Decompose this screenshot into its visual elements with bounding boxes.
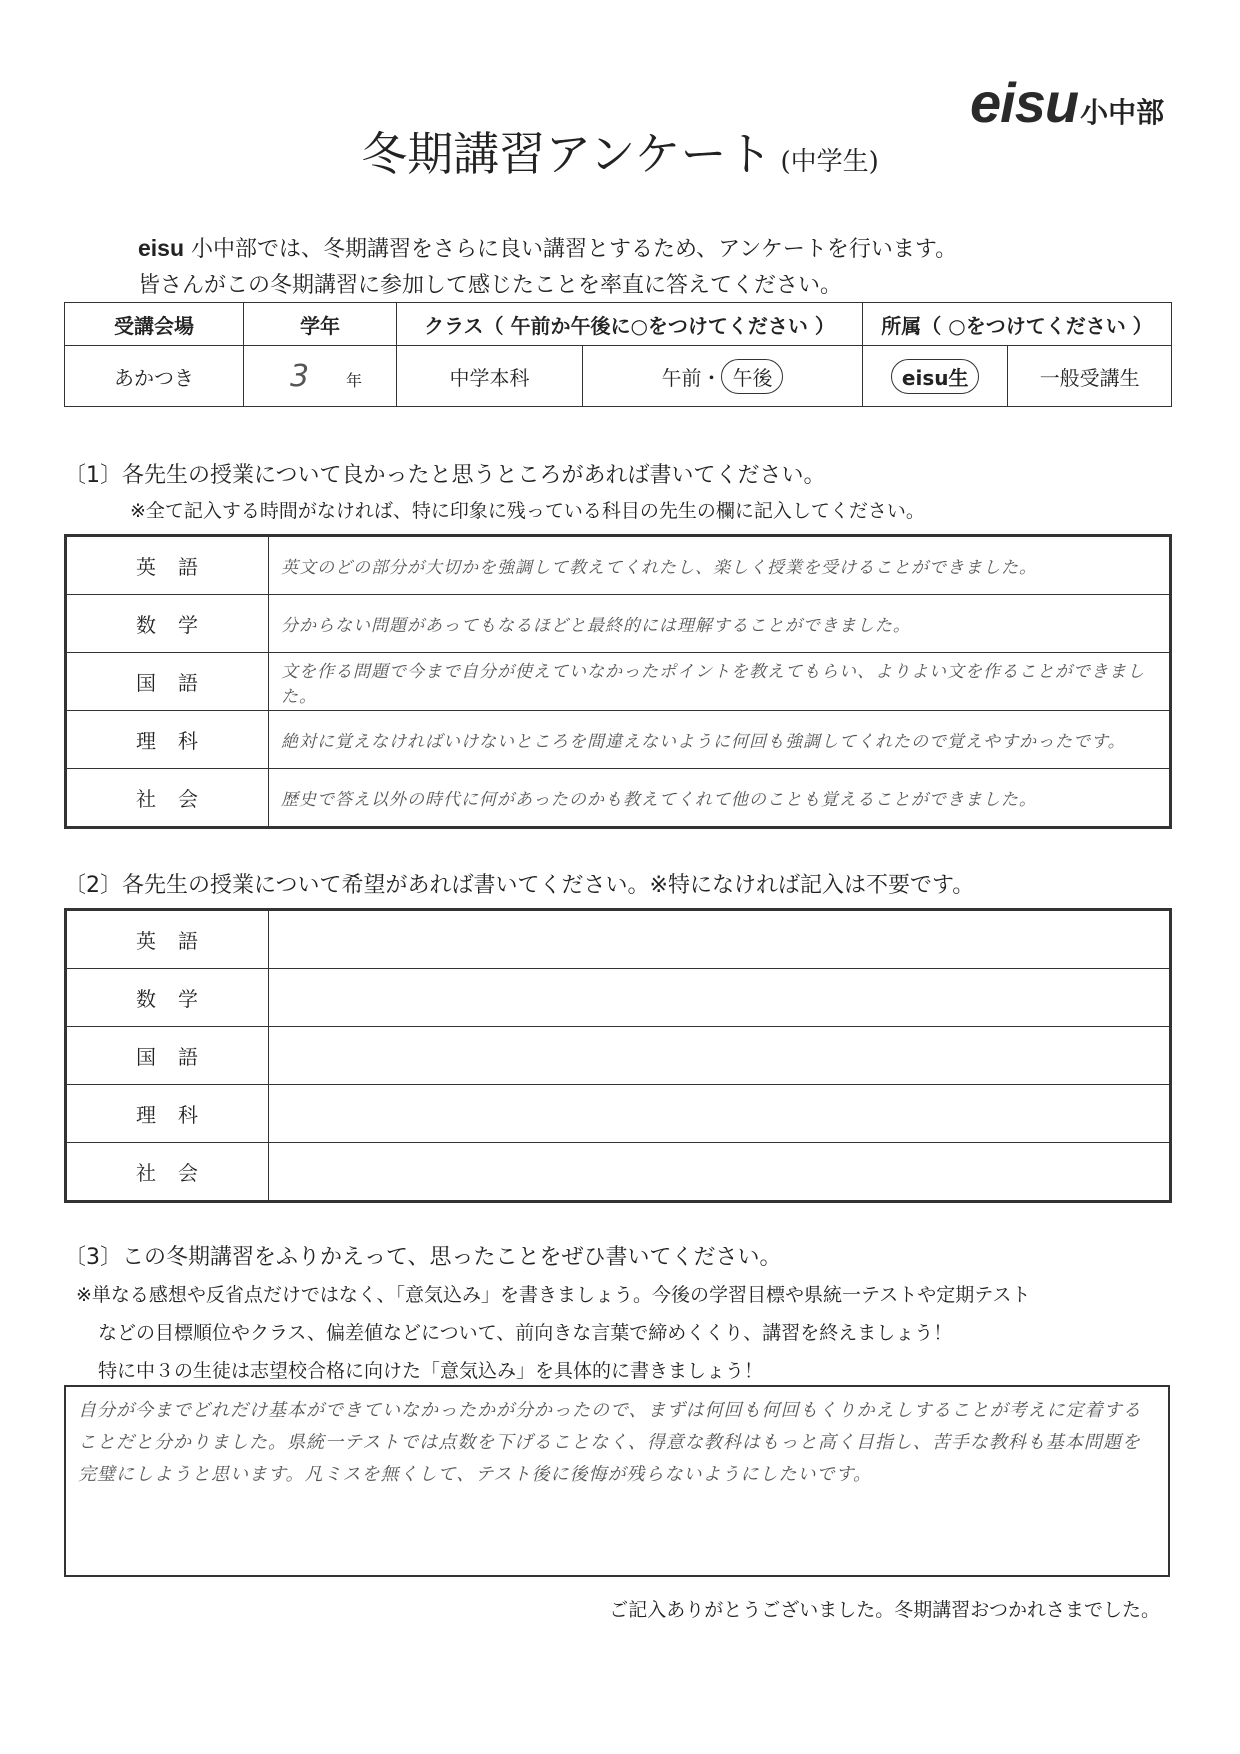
logo-brand: eisu xyxy=(970,71,1079,134)
section3-note-3: 特に中３の生徒は志望校合格に向けた「意気込み」を具体的に書きましょう！ xyxy=(98,1360,764,1382)
section2-heading: 〔2〕各先生の授業について希望があれば書いてください。※特になければ記入は不要です。 xyxy=(64,873,975,898)
grade-value: 3 xyxy=(289,358,311,394)
s2-answer-social xyxy=(269,1143,1171,1202)
affiliation-general: 一般受講生 xyxy=(1008,346,1172,407)
section3-note-2: などの目標順位やクラス、偏差値などについて、前向きな言葉で締めくくり、講習を終えましょう！ xyxy=(98,1322,953,1344)
s2-subject-science: 理科 xyxy=(66,1085,269,1143)
class-type: 中学本科 xyxy=(397,346,583,407)
intro-line-2: 皆さんがこの冬期講習に参加して感じたことを率直に答えてください。 xyxy=(138,273,843,298)
time-separator: ・ xyxy=(701,365,722,390)
s1-answer-math: 分からない問題があってもなるほどと最終的には理解することができました。 xyxy=(269,595,1171,653)
header-class: クラス（ 午前か午後に○をつけてください ） xyxy=(397,303,863,346)
s2-answer-japanese xyxy=(269,1027,1171,1085)
s2-subject-math: 数学 xyxy=(66,969,269,1027)
grade-cell xyxy=(244,346,397,407)
section3-answer: 自分が今までどれだけ基本ができていなかったかが分かったので、まずは何回も何回もくりかえしすることが考えに定着することだと分かりました。県統一テストでは点数を下げることなく、得意な教科はもっと高く目指し、苦手な教科も基本問題を完璧にしようと思います。凡ミスを無くして、テスト後に後悔が残らないようにしたいです。 xyxy=(78,1400,1142,1485)
logo-sub: 小中部 xyxy=(1080,97,1165,128)
s1-subject-science: 理科 xyxy=(66,711,269,769)
s2-subject-japanese: 国語 xyxy=(66,1027,269,1085)
s1-answer-japanese: 文を作る問題で今まで自分が使えていなかったポイントを教えてもらい、よりよい文を作ることができました。 xyxy=(269,653,1171,711)
affiliation-eisu-cell xyxy=(862,346,1007,407)
title-main: 冬期講習アンケート xyxy=(361,127,773,181)
section3-heading: 〔3〕この冬期講習をふりかえって、思ったことをぜひ書いてください。 xyxy=(64,1245,782,1270)
s1-subject-japanese: 国語 xyxy=(66,653,269,711)
affiliation-eisu-circled: eisu生 xyxy=(891,359,980,394)
time-am: 午前 xyxy=(661,365,702,390)
intro-brand: eisu xyxy=(138,235,185,261)
section2-table xyxy=(64,908,1172,1203)
s2-answer-science xyxy=(269,1085,1171,1143)
time-select xyxy=(582,346,862,407)
s2-answer-math xyxy=(269,969,1171,1027)
info-table xyxy=(64,302,1172,407)
s1-subject-english: 英語 xyxy=(66,536,269,595)
s2-subject-social: 社会 xyxy=(66,1143,269,1202)
page-title xyxy=(0,118,1240,184)
header-venue: 受講会場 xyxy=(65,303,244,346)
section3-note-1: ※単なる感想や反省点だけではなく、「意気込み」を書きましょう。今後の学習目標や県統一テストや定期テスト xyxy=(76,1284,1031,1306)
s1-answer-english: 英文のどの部分が大切かを強調して教えてくれたし、楽しく授業を受けることができました。 xyxy=(269,536,1171,595)
grade-unit: 年 xyxy=(346,370,363,390)
title-sub: (中学生) xyxy=(780,147,879,177)
venue-value: あかつき xyxy=(65,346,244,407)
s1-answer-social: 歴史で答え以外の時代に何があったのかも教えてくれて他のことも覚えることができました。 xyxy=(269,769,1171,828)
section1-heading: 〔1〕各先生の授業について良かったと思うところがあれば書いてください。 xyxy=(64,463,826,488)
s2-subject-english: 英語 xyxy=(66,910,269,969)
intro-line-1: eisu 小中部では、冬期講習をさらに良い講習とするため、アンケートを行います。 xyxy=(138,235,958,262)
s1-answer-science: 絶対に覚えなければいけないところを間違えないように何回も強調してくれたので覚えやすかったです。 xyxy=(269,711,1171,769)
section1-note: ※全て記入する時間がなければ、特に印象に残っている科目の先生の欄に記入してください。 xyxy=(130,500,925,522)
footer-thanks: ご記入ありがとうございました。冬期講習おつかれさまでした。 xyxy=(609,1599,1160,1621)
s1-subject-social: 社会 xyxy=(66,769,269,828)
header-grade: 学年 xyxy=(244,303,397,346)
s1-subject-math: 数学 xyxy=(66,595,269,653)
s2-answer-english xyxy=(269,910,1171,969)
section3-answer-box xyxy=(64,1385,1170,1577)
section1-table xyxy=(64,534,1172,829)
time-pm-circled: 午後 xyxy=(721,359,783,394)
header-affiliation: 所属（ ○をつけてください ） xyxy=(862,303,1171,346)
